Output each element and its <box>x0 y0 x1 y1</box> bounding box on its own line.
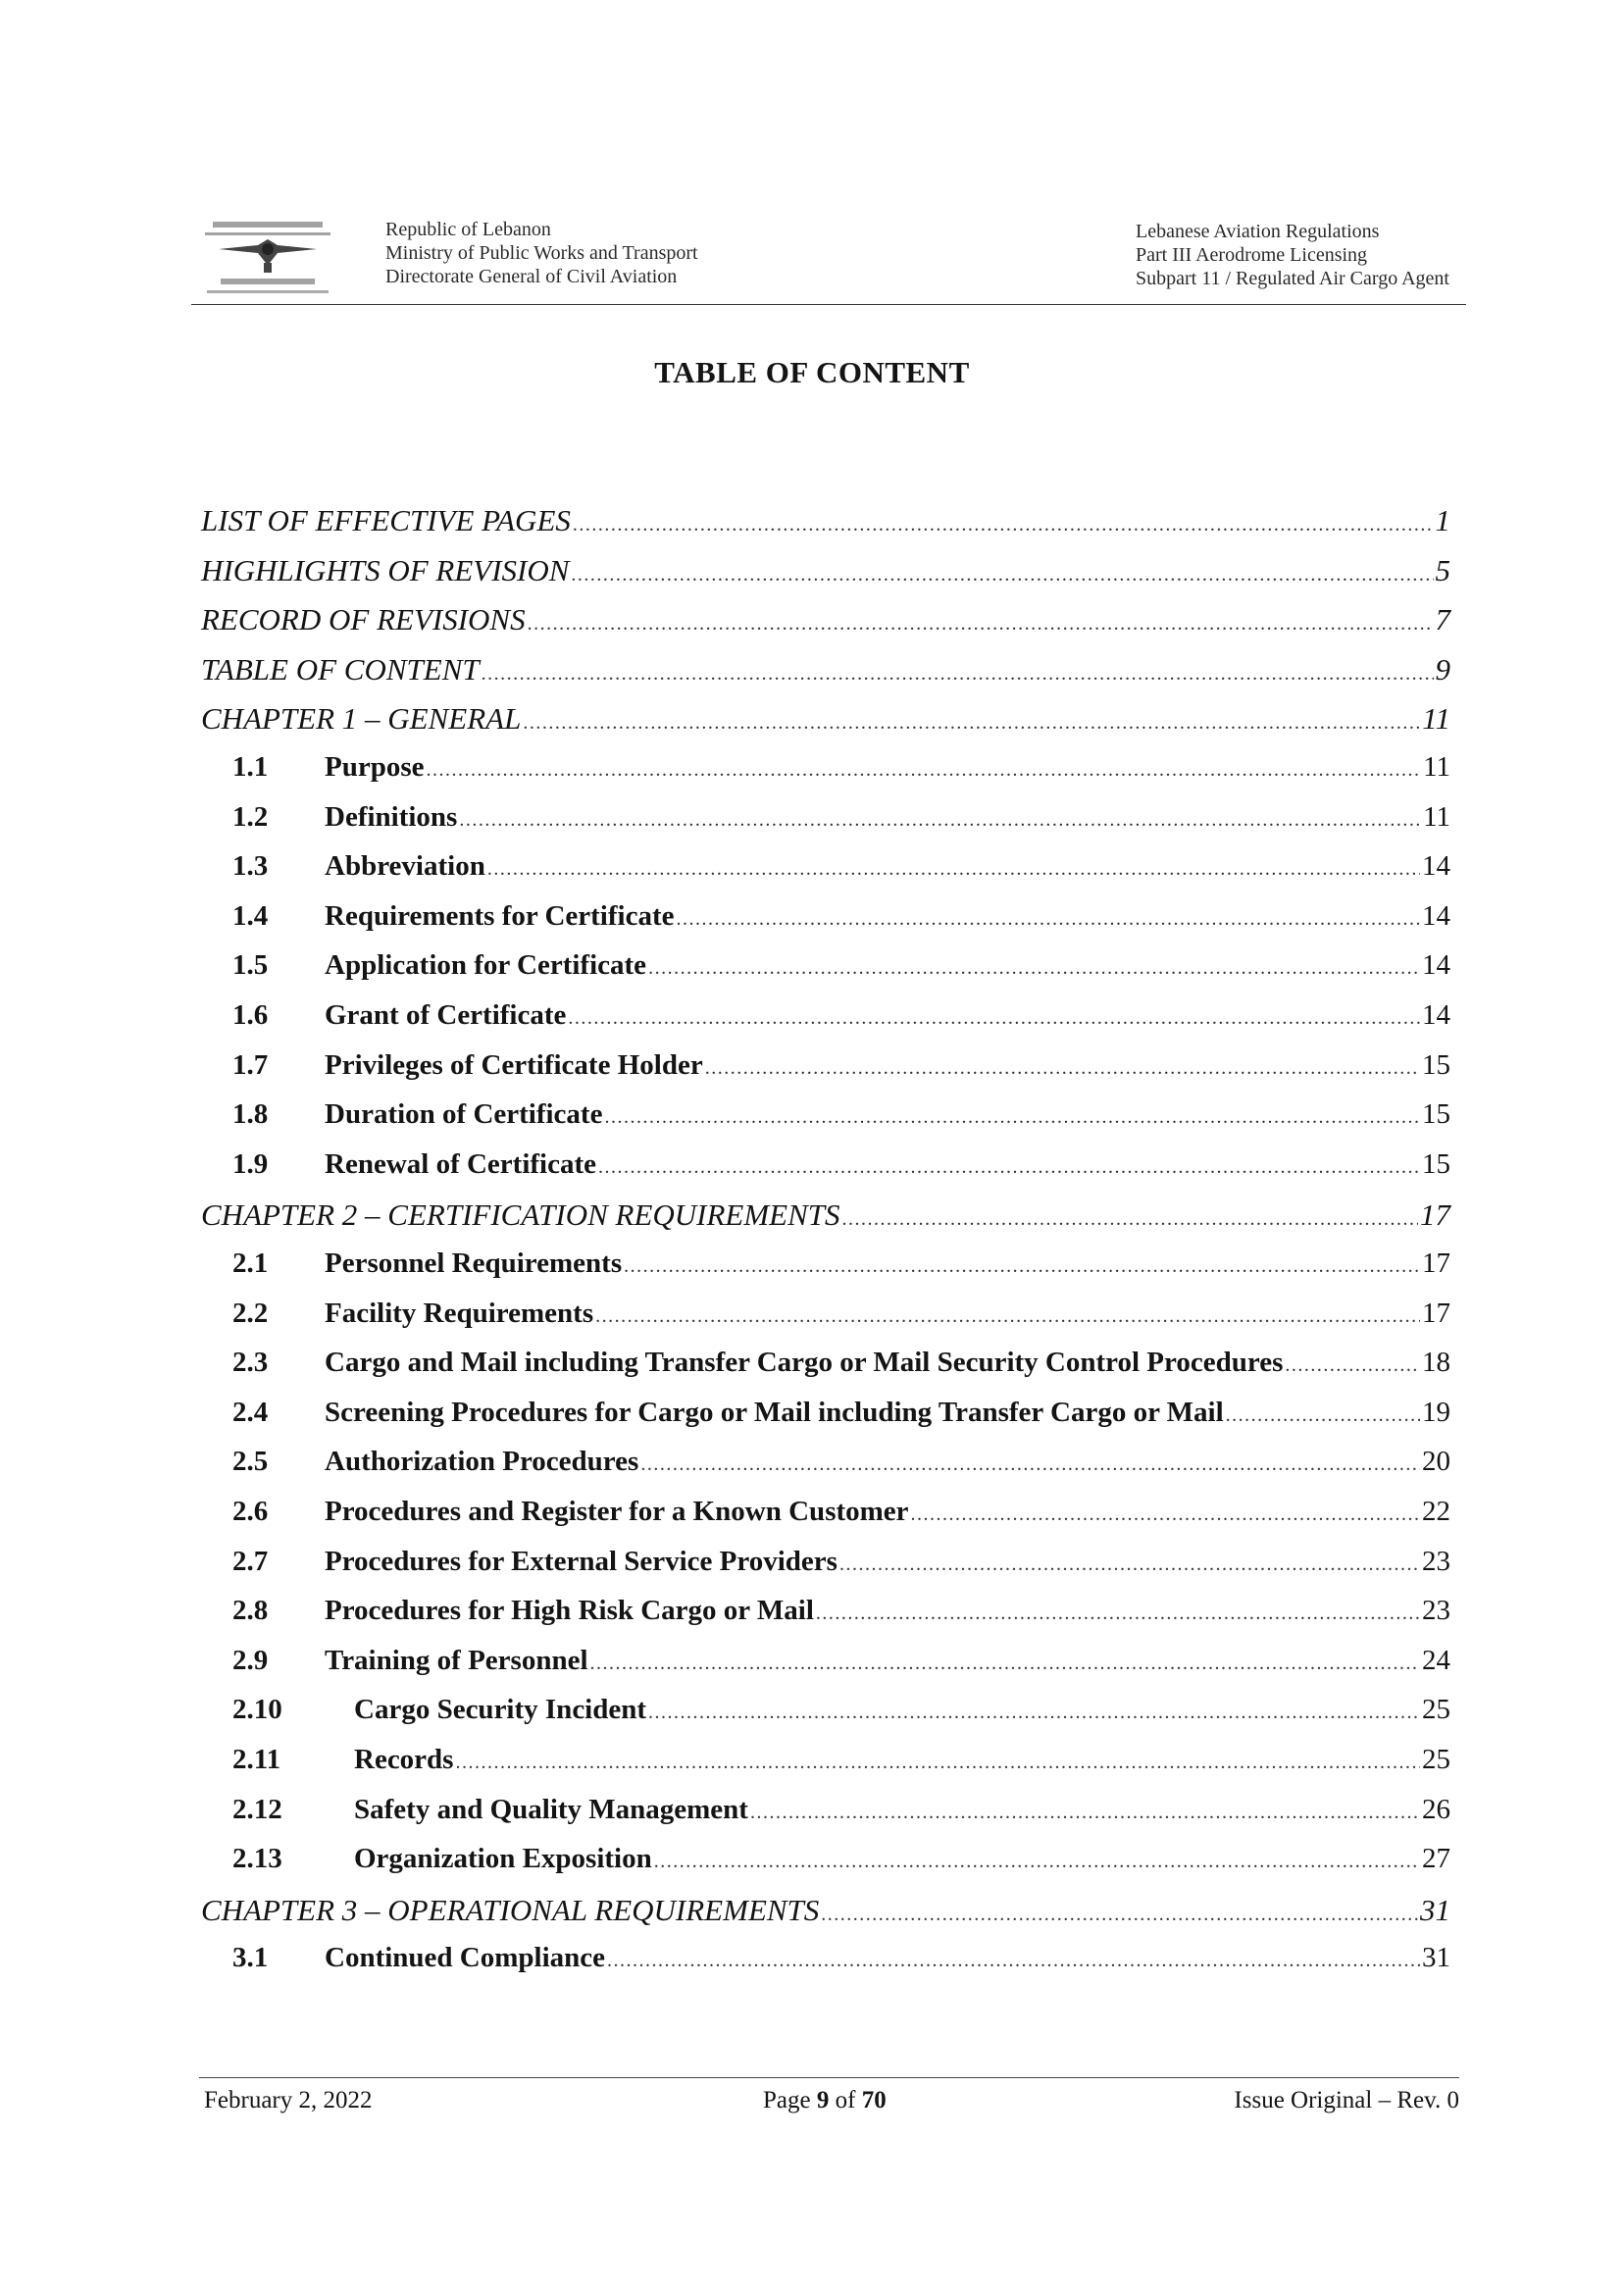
toc-dot-leader <box>654 1851 1420 1873</box>
toc-entry-label: CHAPTER 2 – CERTIFICATION REQUIREMENTS <box>201 1197 840 1233</box>
header-issuer <box>385 218 698 288</box>
toc-dot-leader <box>821 1904 1418 1926</box>
toc-section-number: 1.8 <box>232 1098 269 1131</box>
toc-dot-leader <box>455 1752 1420 1774</box>
toc-section-entry[interactable] <box>201 1843 1450 1882</box>
toc-page-number: 27 <box>1422 1843 1450 1875</box>
header-regulation-line: Part III Aerodrome Licensing <box>1136 244 1368 266</box>
footer-divider <box>199 2077 1459 2078</box>
toc-page-number: 26 <box>1422 1793 1450 1825</box>
header-regulation-line: Subpart 11 / Regulated Air Cargo Agent <box>1136 268 1449 289</box>
toc-entry-label: HIGHLIGHTS OF REVISION <box>201 552 570 587</box>
toc-section-entry[interactable] <box>201 801 1450 840</box>
toc-dot-leader <box>573 514 1434 536</box>
toc-dot-leader <box>648 1702 1420 1724</box>
toc-dot-leader <box>487 858 1420 881</box>
toc-dot-leader <box>607 1950 1420 1972</box>
toc-section-number: 2.3 <box>232 1347 269 1379</box>
toc-section-entry[interactable] <box>201 900 1450 940</box>
toc-entry-label: LIST OF EFFECTIVE PAGES <box>201 503 571 537</box>
toc-section-number: 1.1 <box>232 751 269 783</box>
toc-entry-label: Authorization Procedures <box>325 1446 639 1478</box>
toc-section-number: 2.8 <box>232 1595 269 1627</box>
toc-section-number: 2.7 <box>232 1545 269 1577</box>
toc-section-entry[interactable] <box>201 1049 1450 1089</box>
toc-page-number: 11 <box>1423 751 1450 783</box>
toc-entry-label: Personnel Requirements <box>325 1247 623 1279</box>
toc-page-number: 24 <box>1422 1644 1450 1676</box>
toc-section-number: 1.4 <box>232 899 269 932</box>
toc-page-number: 18 <box>1422 1347 1450 1379</box>
toc-dot-leader <box>482 663 1434 686</box>
toc-entry-label: Training of Personnel <box>325 1644 588 1676</box>
toc-entry-label: Cargo Security Incident <box>354 1694 647 1726</box>
toc-section-number: 2.4 <box>232 1396 269 1428</box>
toc-section-number: 2.6 <box>232 1496 269 1527</box>
toc-entry-label: Definitions <box>325 800 458 833</box>
toc-entry-label: TABLE OF CONTENT <box>201 651 480 687</box>
toc-page-number: 14 <box>1422 899 1450 932</box>
header-regulation-line: Lebanese Aviation Regulations <box>1136 221 1380 242</box>
toc-section-number: 2.2 <box>232 1297 269 1329</box>
toc-dot-leader <box>459 809 1421 832</box>
toc-dot-leader <box>1285 1354 1420 1377</box>
toc-entry-label: Duration of Certificate <box>325 1098 603 1131</box>
toc-section-number: 1.7 <box>232 1048 269 1081</box>
toc-section-entry[interactable] <box>201 1347 1450 1386</box>
footer-page-current: 9 <box>816 2087 830 2113</box>
toc-section-entry[interactable] <box>201 1298 1450 1337</box>
toc-dot-leader <box>523 712 1420 735</box>
header-issuer-line: Ministry of Public Works and Transport <box>385 242 698 264</box>
toc-entry-label: Application for Certificate <box>325 949 647 982</box>
toc-section-entry[interactable] <box>201 1942 1450 1981</box>
toc-section-number: 1.9 <box>232 1147 269 1180</box>
toc-section-entry[interactable] <box>201 1446 1450 1485</box>
toc-entry-label: Cargo and Mail including Transfer Cargo or Mail Security Control Procedures <box>325 1347 1284 1379</box>
toc-page-number: 31 <box>1420 1892 1450 1927</box>
toc-dot-leader <box>816 1603 1420 1625</box>
toc-section-entry[interactable] <box>201 1247 1450 1287</box>
toc-entry-label: Facility Requirements <box>325 1297 594 1329</box>
toc-chapter-entry[interactable] <box>201 553 1450 592</box>
toc-chapter-entry[interactable] <box>201 503 1450 542</box>
toc-dot-leader <box>705 1057 1420 1080</box>
toc-chapter-entry[interactable] <box>201 602 1450 641</box>
toc-section-number: 2.13 <box>232 1843 282 1875</box>
toc-section-number: 2.12 <box>232 1793 282 1825</box>
toc-entry-label: Privileges of Certificate Holder <box>325 1048 703 1081</box>
toc-chapter-entry[interactable] <box>201 1893 1450 1932</box>
toc-page-number: 5 <box>1435 552 1450 587</box>
toc-chapter-entry[interactable] <box>201 701 1450 740</box>
toc-dot-leader <box>911 1503 1420 1526</box>
toc-section-entry[interactable] <box>201 751 1450 790</box>
toc-dot-leader <box>568 1007 1420 1030</box>
toc-section-entry[interactable] <box>201 1694 1450 1733</box>
footer-issue: Issue Original – Rev. 0 <box>1234 2087 1459 2113</box>
header-issuer-line: Republic of Lebanon <box>385 219 551 240</box>
toc-section-number: 1.2 <box>232 800 269 833</box>
toc-section-entry[interactable] <box>201 1794 1450 1833</box>
footer-date: February 2, 2022 <box>204 2087 373 2113</box>
toc-page-number: 17 <box>1420 1197 1450 1233</box>
toc-page-number: 31 <box>1422 1942 1450 1974</box>
toc-section-number: 1.5 <box>232 949 269 982</box>
toc-entry-label: Abbreviation <box>325 850 485 883</box>
toc-page-number: 22 <box>1422 1496 1450 1527</box>
toc-section-entry[interactable] <box>201 1397 1450 1436</box>
toc-entry-label: Procedures and Register for a Known Customer <box>325 1496 909 1527</box>
toc-dot-leader <box>640 1453 1420 1476</box>
toc-dot-leader <box>839 1553 1420 1576</box>
toc-entry-label: Screening Procedures for Cargo or Mail including Transfer Cargo or Mail <box>325 1396 1224 1428</box>
toc-section-entry[interactable] <box>201 1546 1450 1585</box>
toc-entry-label: Purpose <box>325 751 425 783</box>
toc-dot-leader <box>750 1802 1420 1824</box>
toc-entry-label: RECORD OF REVISIONS <box>201 602 526 637</box>
toc-dot-leader <box>604 1106 1420 1129</box>
toc-page-number: 19 <box>1422 1396 1450 1428</box>
toc-chapter-entry[interactable] <box>201 652 1450 691</box>
footer-page-prefix: Page <box>763 2087 817 2113</box>
header-divider <box>191 304 1466 305</box>
toc-section-entry[interactable] <box>201 949 1450 989</box>
toc-dot-leader <box>1226 1404 1420 1427</box>
toc-entry-label: CHAPTER 1 – GENERAL <box>201 701 522 737</box>
toc-entry-label: Procedures for External Service Providers <box>325 1545 837 1577</box>
toc-page-number: 1 <box>1435 503 1450 537</box>
toc-entry-label: Continued Compliance <box>325 1942 606 1974</box>
toc-section-entry[interactable] <box>201 1744 1450 1783</box>
toc-entry-label: Organization Exposition <box>354 1843 652 1875</box>
toc-section-entry[interactable] <box>201 850 1450 890</box>
page-title: TABLE OF CONTENT <box>654 355 970 389</box>
footer-page-total: 70 <box>861 2087 887 2113</box>
toc-dot-leader <box>528 613 1434 636</box>
toc-page-number: 15 <box>1422 1147 1450 1180</box>
toc-entry-label: Grant of Certificate <box>325 999 567 1031</box>
toc-section-number: 2.5 <box>232 1446 269 1478</box>
toc-dot-leader <box>624 1255 1420 1278</box>
header-issuer-line: Directorate General of Civil Aviation <box>385 266 678 287</box>
toc-page-number: 23 <box>1422 1545 1450 1577</box>
toc-page-number: 23 <box>1422 1595 1450 1627</box>
toc-section-number: 3.1 <box>232 1942 269 1974</box>
toc-section-number: 2.10 <box>232 1694 282 1726</box>
toc-section-entry[interactable] <box>201 1148 1450 1188</box>
toc-section-entry[interactable] <box>201 1595 1450 1634</box>
toc-entry-label: Safety and Quality Management <box>354 1793 748 1825</box>
dgca-emblem-icon <box>199 220 336 304</box>
toc-section-number: 1.6 <box>232 999 269 1031</box>
toc-section-entry[interactable] <box>201 999 1450 1039</box>
toc-page-number: 25 <box>1422 1694 1450 1726</box>
toc-dot-leader <box>648 957 1420 980</box>
toc-page-number: 20 <box>1422 1446 1450 1478</box>
toc-page-number: 15 <box>1422 1098 1450 1131</box>
toc-page-number: 17 <box>1422 1297 1450 1329</box>
toc-dot-leader <box>595 1305 1420 1328</box>
toc-page-number: 14 <box>1422 999 1450 1031</box>
toc-dot-leader <box>842 1208 1418 1231</box>
toc-page-number: 7 <box>1435 602 1450 637</box>
toc-page-number: 15 <box>1422 1048 1450 1081</box>
header-regulation <box>1136 220 1449 290</box>
toc-section-number: 2.11 <box>232 1744 281 1775</box>
toc-page-number: 25 <box>1422 1744 1450 1775</box>
toc-page-number: 17 <box>1422 1247 1450 1279</box>
toc-page-number: 11 <box>1422 701 1450 737</box>
footer-page-number <box>763 2087 887 2114</box>
footer-page-of: of <box>829 2087 862 2113</box>
toc-section-number: 2.9 <box>232 1644 269 1676</box>
page-header <box>199 210 1464 306</box>
toc-section-entry[interactable] <box>201 1496 1450 1535</box>
toc-page-number: 14 <box>1422 850 1450 883</box>
toc-page-number: 14 <box>1422 949 1450 982</box>
toc-page-number: 11 <box>1423 800 1450 833</box>
toc-section-number: 1.3 <box>232 850 269 883</box>
toc-page-number: 9 <box>1435 651 1450 687</box>
toc-chapter-entry[interactable] <box>201 1197 1450 1237</box>
toc-section-number: 2.1 <box>232 1247 269 1279</box>
toc-entry-label: Requirements for Certificate <box>325 899 675 932</box>
toc-section-entry[interactable] <box>201 1645 1450 1684</box>
toc-entry-label: CHAPTER 3 – OPERATIONAL REQUIREMENTS <box>201 1892 820 1927</box>
toc-entry-label: Renewal of Certificate <box>325 1147 596 1180</box>
toc-dot-leader <box>676 908 1420 931</box>
toc-entry-label: Procedures for High Risk Cargo or Mail <box>325 1595 814 1627</box>
toc-section-entry[interactable] <box>201 1098 1450 1138</box>
toc-entry-label: Records <box>354 1744 454 1775</box>
toc-dot-leader <box>598 1156 1420 1179</box>
toc-dot-leader <box>571 564 1433 586</box>
toc-dot-leader <box>590 1653 1420 1675</box>
toc-dot-leader <box>427 759 1422 782</box>
